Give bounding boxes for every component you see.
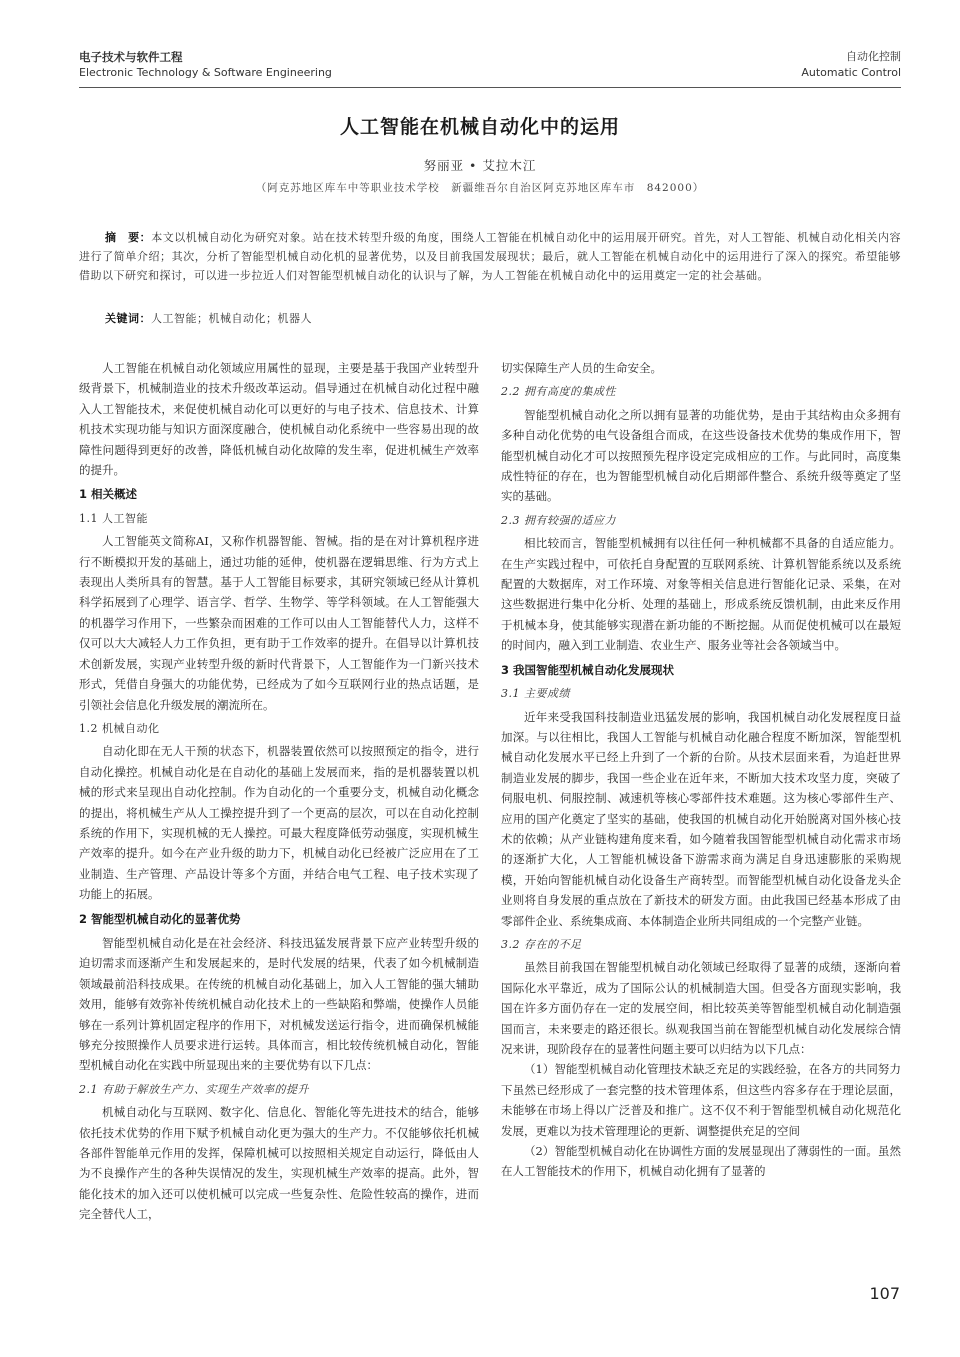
keywords-text: 人工智能；机械自动化；机器人 bbox=[151, 312, 312, 325]
article-title: 人工智能在机械自动化中的运用 bbox=[339, 116, 620, 138]
article-authors: 努丽亚 • 艾拉木江 bbox=[423, 158, 537, 173]
paragraph-3-2-item-2: （2）智能型机械自动化在协调性方面的发展显现出了薄弱性的一面。虽然在人工智能技术的作用下，机械自动化拥有了显著的 bbox=[501, 1144, 901, 1179]
abstract bbox=[79, 228, 901, 285]
article-affiliation: （阿克苏地区库车中等职业技术学校 新疆维吾尔自治区阿克苏地区库车市 842000） bbox=[255, 182, 705, 194]
abstract-label: 摘 要： bbox=[105, 231, 152, 244]
keywords-label: 关键词： bbox=[105, 312, 151, 325]
subsection-heading-1-2: 1.2 机械自动化 bbox=[79, 721, 160, 735]
paragraph-3-2: 虽然目前我国在智能型机械自动化领域已经取得了显著的成绩，逐渐向着国际化水平靠近，成为了国际公认的机械制造大国。但受各方面现实影响，我国在许多方面仍存在一定的发展空间，相比较英美等智能型机械自动化制造强国而言，未来要走的路还很长。纵观我国当前在智能型机械自动化发展综合情况来讲，现阶段存在的显著性问题主要可以归结为以下几点： bbox=[501, 960, 901, 1056]
journal-name bbox=[79, 49, 332, 81]
subsection-heading-3-2: 3.2 存在的不足 bbox=[501, 937, 582, 951]
section-heading-1: 1 相关概述 bbox=[79, 487, 138, 502]
journal-name-en: Electronic Technology & Software Engineering bbox=[79, 66, 332, 79]
section-heading-3: 3 我国智能型机械自动化发展现状 bbox=[501, 662, 675, 677]
continued-paragraph: 切实保障生产人员的生命安全。 bbox=[501, 361, 662, 375]
subsection-heading-2-2: 2.2 拥有高度的集成性 bbox=[501, 385, 616, 399]
paragraph-3-2-item-1: （1）智能型机械自动化管理技术缺乏充足的实践经验，在各方的共同努力下虽然已经形成了一套完整的技术管理体系，但这些内容多存在于理论层面，未能够在市场上得以广泛普及和推广。这不仅不利于智能型机械自动化规范化发展，更难以为技术管理理论的更新、调整提供充足的空间 bbox=[501, 1062, 901, 1138]
section-name-zh: 自动化控制 bbox=[846, 50, 901, 63]
paragraph-2-2: 智能型机械自动化之所以拥有显著的功能优势，是由于其结构由众多拥有多种自动化优势的电气设备组合而成，在这些设备技术优势的集成作用下，智能型机械自动化才可以按照预先程序设定完成相应的工作。与此同时，高度集成性特征的存在，也为智能型机械自动化后期部件整合、系统升级等奠定了坚实的基础。 bbox=[501, 407, 901, 504]
abstract-text: 本文以机械自动化为研究对象。站在技术转型升级的角度，围绕人工智能在机械自动化中的运用展开研究。首先，对人工智能、机械自动化相关内容进行了简单介绍；其次，分析了智能型机械自动化机的显著优势，以及目前我国发展现状；最后，就人工智能在机械自动化中的运用进行了深入的探究。希望能够借助以下研究和探讨，可以进一步拉近人们对智能型机械自动化的认识与了解，为人工智能在机械自动化中的运用奠定一定的社会基础。 bbox=[79, 231, 902, 282]
subsection-heading-2-3: 2.3 拥有较强的适应力 bbox=[501, 513, 616, 527]
subsection-heading-1-1: 1.1 人工智能 bbox=[79, 511, 148, 525]
running-header bbox=[79, 49, 901, 88]
keywords bbox=[105, 310, 312, 326]
subsection-heading-2-1: 2.1 有助于解放生产力、实现生产效率的提升 bbox=[79, 1082, 309, 1096]
subsection-heading-3-1: 3.1 主要成绩 bbox=[501, 687, 570, 701]
section-heading-2: 2 智能型机械自动化的显著优势 bbox=[79, 911, 241, 926]
paragraph-1-2: 自动化即在无人干预的状态下，机器装置依然可以按照预定的指令，进行自动化操控。机械自动化是在自动化的基础上发展而来，指的是机器装置以机械的形式来呈现出自动化控制。作为自动化的一个重要分支，机械自动化概念的提出，将机械生产从人工操控提升到了一个更高的层次，可以在自动化控制系统的作用下，实现机械的无人操控。可最大程度降低劳动强度，实现机械生产效率的提升。如今在产业升级的助力下，机械自动化已经被广泛应用在了工业制造、生产管理、产品设计等多个方面，并结合电气工程、电子技术实现了功能上的拓展。 bbox=[79, 744, 479, 902]
paragraph-2: 智能型机械自动化是在社会经济、科技迅猛发展背景下应产业转型升级的迫切需求而逐渐产生和发展起来的，是时代发展的结果，代表了如今机械制造领域最前沿科技成果。在传统的机械自动化基础上，加入人工智能的强大辅助效用，能够有效弥补传统机械自动化技术上的一些缺陷和弊端，使操作人员能够在一系列计算机固定程序的作用下，对机械发送运行指令，进而确保机械能够充分按照操作人员要求进行运转。具体而言，相比较传统机械自动化，智能型机械自动化在实践中所显现出来的主要优势有以下几点： bbox=[79, 935, 479, 1073]
paragraph-2-3: 相比较而言，智能型机械拥有以往任何一种机械都不具备的自适应能力。在生产实践过程中，可依托自身配置的互联网系统、计算机智能系统以及系统配置的大数据库，对工作环境、对象等相关信息进行智能化记录、采集，在对这些数据进行集中化分析、处理的基础上，形成系统反馈机制，由此来反作用于机械本身，使其能够实现潜在新功能的不断挖掘。从而促使机械可以在最短的时间内，融入到工业制造、农业生产、服务业等社会各领域当中。 bbox=[501, 536, 901, 653]
paragraph-3-1: 近年来受我国科技制造业迅猛发展的影响，我国机械自动化发展程度日益加深。与以往相比，我国人工智能与机械自动化融合程度不断加深，智能型机械自动化发展水平已经上升到了一个新的台阶。从技术层面来看，为追赶世界制造业发展的脚步，我国一些企业在近年来，不断加大技术攻坚力度，突破了伺服电机、伺服控制、减速机等核心零部件技术难题。这为核心零部件生产、应用的国产化奠定了坚实的基础，使我国的机械自动化开始脱离对国外核心技术的依赖；从产业链构建角度来看，如今随着我国智能型机械自动化需求市场的逐渐扩大化，人工智能机械设备下游需求商为满足自身迅速膨胀的采购规模，开始向智能机械自动化设备生产商转型。而智能型机械自动化设备龙头企业则将自身发展的重点放在了新技术的研发方面。由此我国已经基本形成了由零部件企业、系统集成商、本体制造企业所共同组成的一个完整产业链。 bbox=[501, 709, 901, 928]
journal-name-zh: 电子技术与软件工程 bbox=[79, 50, 183, 64]
left-column bbox=[79, 358, 479, 1225]
section-name bbox=[801, 49, 901, 81]
intro-paragraph: 人工智能在机械自动化领域应用属性的显现，主要是基于我国产业转型升级背景下，机械制造业的技术升级改革运动。倡导通过在机械自动化过程中融入人工智能技术，来促使机械自动化可以更好的与电子技术、信息技术、计算机技术实现功能与知识方面深度融合，使机械自动化系统中一些容易出现的故障性问题得到更好的改善，降低机械自动化故障的发生率，促进机械生产效率的提升。 bbox=[79, 361, 479, 478]
section-name-en: Automatic Control bbox=[801, 66, 901, 79]
paragraph-2-1: 机械自动化与互联网、数字化、信息化、智能化等先进技术的结合，能够依托技术优势的作用下赋予机械自动化更为强大的生产力。不仅能够依托机械各部件智能单元作用的发挥，保障机械可以按照相关规定自动运行，降低由人为不良操作产生的各种失误情况的发生，实现机械生产效率的提高。此外，智能化技术的加入还可以使机械可以完成一些复杂性、危险性较高的操作，进而完全替代人工， bbox=[79, 1105, 479, 1222]
page-number: 107 bbox=[869, 1284, 900, 1303]
right-column bbox=[501, 358, 901, 1182]
paragraph-1-1: 人工智能英文简称AI，又称作机器智能、智械。指的是在对计算机程序进行不断模拟开发的基础上，通过功能的延伸，使机器在逻辑思维、行为方式上表现出人类所具有的智慧。基于人工智能目标要求，其研究领域已经从计算机科学拓展到了心理学、语言学、哲学、生物学、等学科领域。在人工智能强大的机器学习作用下，一些繁杂而困难的工作可以由人工智能替代人力，这样不仅可以大大减轻人力工作负担，更有助于工作效率的提升。在倡导以计算机技术创新发展，实现产业转型升级的新时代背景下，人工智能作为一门新兴技术形式，凭借自身强大的功能优势，已经成为了如今互联网行业的热点话题，是引领社会信息化升级发展的潮流所在。 bbox=[79, 534, 479, 712]
